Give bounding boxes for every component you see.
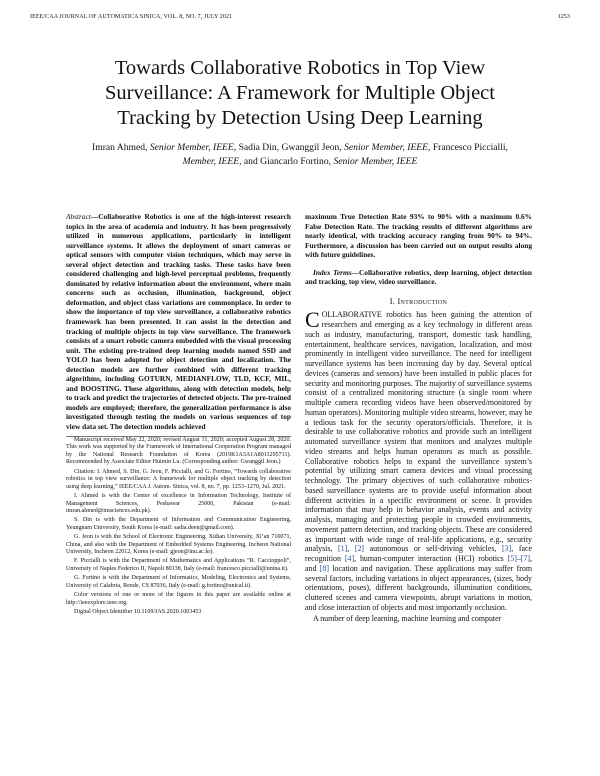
page-number: 1253 xyxy=(557,14,570,20)
footnote-affiliation: S. Din is with the Department of Information and Communication Engineering, Yeungnam University, South Korea (e-mail: sadia.deen@gmail.com). xyxy=(66,517,291,531)
footnote-affiliation: G. Fortino is with the Department of Informatics, Modeling, Electronics and Systems, University of Calabria, Rende, CS 87036, Italy (e-mail: g.fortino@unical.it). xyxy=(66,575,291,589)
author-list xyxy=(60,141,540,168)
citation-link[interactable]: [8] xyxy=(319,563,329,573)
intro-paragraph: COLLABORATIVE robotics has been gaining the attention of researchers and emerging as a key technology in different areas such as industry, manufacturing, transport, domestic task handling, entertainment, healthcare services, navigation, localization, and most prominently in intelligent video surveillance. The need for intelligent surveillance systems has been increasing day by day. Several optical devices (cameras and sensors) have been installed in public places for security and monitoring purposes. The majority of surveillance systems consist of a centralized monitoring structure (a single room where multiple camera recording videos have been observed/monitored by human operators). Monitoring multiple video streams, however, may be a tedious task for the security operators/officials. Therefore, it is desirable to use collaborative robotics and provide such an intelligent automated surveillance system that monitors and analyzes multiple video streams and helps human operators as much as possible. Collaborative robotics helps to expand the surveillance system’s potential by utilizing smart camera devices and visual processing technology. The primary objectives of such collaborative robotics-based surveillance systems are to provide useful information about different activities in a specific environment or scene. It provides information that may help in behavior analysis, events and activity analysis, managing and protecting people in crowded environments, movement pattern detection, and tracking objects. These are considered as important with wide range of real-life applications, e.g., security analysis, [1], [2] autonomous or self-driving vehicles, [3], face recognition [4], human-computer interaction (HCI) robotics [5]–[7], and [8] location and navigation. These applications may suffer from several factors, including variations in object appearances, (sizes, body orientations, poses), different backgrounds, illumination conditions, cluttered scenes and camera viewpoints, abrupt variations in motion, and close interaction of objects and most importantly occlusion. xyxy=(305,307,532,612)
citation-link[interactable]: [2] xyxy=(354,544,365,554)
drop-cap: C xyxy=(305,307,320,333)
section-heading-introduction: I. Introduction xyxy=(389,296,448,306)
abstract: Abstract—Collaborative Robotics is one of the high-interest research topics in the area of academia and industry. It has been progressively utilized in numerous applications, particularly in intelligent surveillance systems. It allows the deployment of smart cameras or optical sensors with computer vision techniques, which may serve in several object detection and tracking tasks. These tasks have been considered challenging and high-level perceptual problems, frequently dominated by relative information about the environment, where main concerns such as occlusion, illumination, background, object deformation, and object class variations are commonplace. In order to show the importance of top view surveillance, a collaborative robotics framework has been presented. It can assist in the detection and tracking of multiple objects in top view surveillance. The framework consists of a smart robotic camera embedded with the visual processing unit. The existing pre-trained deep learning models named SSD and YOLO has been adopted for object detection and localization. The detection models are further combined with different tracking algorithms, including GOTURN, MEDIANFLOW, TLD, KCF, MIL, and BOOSTING. These algorithms, along with detection models, help to track and predict the trajectories of detected objects. The pre-trained models are employed; therefore, the generalization performance is also investigated through testing the models on various sequences of top view data set. The detection models achieved xyxy=(66,212,291,432)
footnote-manuscript: Manuscript received May 22, 2020; revised August 11, 2020; accepted August 28, 2020. This work was supported by the Framework of International Cooperation Program managed by the National Research Foundation of Korea (2019K1A3A1A8011295711). Recommended by Associate Editor Huimin Lu. (Corresponding author: Gwanggil Jeon.) xyxy=(66,436,291,466)
footnote-citation: Citation: I. Ahmed, S. Din, G. Jeon, F. Piccialli, and G. Fortino, “Towards collaborative robotics in top view surveillance: A framework for multiple object tracking by detection using deep learning,” IEEE/CAA J. Autom. Sinica, vol. 8, no. 7, pp. 1253–1270, Jul. 2021. xyxy=(66,468,291,490)
footnote-doi: Digital Object Identifier 10.1109/JAS.2020.1003453 xyxy=(74,608,202,615)
footnotes xyxy=(66,436,291,617)
abstract-continuation: maximum True Detection Rate 93% to 90% with a maximum 0.6% False Detection Rate. The tracking results of different algorithms are nearly identical, with tracking accuracy ranging from 90% to 94%. Furthermore, a discussion has been carried out on output results along with future guidelines. xyxy=(305,212,532,260)
intro-paragraph: A number of deep learning, machine learning and computer xyxy=(313,613,502,623)
title-line: Tracking by Detection Using Deep Learning xyxy=(117,107,483,129)
citation-link[interactable]: [1] xyxy=(338,544,348,554)
citation-link[interactable]: [5] xyxy=(507,554,517,564)
footnote-affiliation: F. Piccialli is with the Department of Mathematics and Applications “R. Caccioppoli”, University of Naples Federico II, Napoli 80138, Italy (e-mail: francesco.piccialli@unina.it). xyxy=(66,558,291,573)
citation-link[interactable]: [3] xyxy=(502,544,512,554)
author-line: Imran Ahmed, Senior Member, IEEE, Sadia Din, Gwanggil Jeon, Senior Member, IEEE, Francesco Piccialli, xyxy=(92,142,508,153)
left-column xyxy=(66,212,291,616)
footnote-affiliation: G. Jeon is with the School of Electronic Engineering, Xidian University, Xi’an 710071, China, and also with the Department of Embedded Systems Engineering, Incheon National University, Incheon 22012, Korea (e-mail: gjeon@inu.ac.kr). xyxy=(66,534,291,556)
footnote-color-versions: Color versions of one or more of the figures in this paper are available online at http://ieeexplore.ieee.org. xyxy=(66,592,291,606)
title-line: Surveillance: A Framework for Multiple Object xyxy=(105,82,495,104)
author-line: Member, IEEE, and Giancarlo Fortino, Senior Member, IEEE xyxy=(182,155,418,167)
journal-header: IEEE/CAA JOURNAL OF AUTOMATICA SINICA, VOL. 8, NO. 7, JULY 2021 xyxy=(30,14,233,20)
paper-title xyxy=(40,56,560,131)
citation-link[interactable]: [4] xyxy=(344,554,355,564)
footnote-affiliation: I. Ahmed is with the Center of excellence in Information Technology, Institute of Management Sciences, Peshawar 25000, Pakistan (e-mail: imran.ahmed@imsciences.edu.pk). xyxy=(66,492,291,515)
title-line: Towards Collaborative Robotics in Top View xyxy=(114,57,486,79)
running-header xyxy=(30,14,570,20)
citation-link[interactable]: [7] xyxy=(520,554,530,564)
right-column xyxy=(305,212,532,623)
index-terms: Index Terms—Collaborative robotics, deep learning, object detection and tracking, top view, video surveillance. xyxy=(305,267,532,287)
